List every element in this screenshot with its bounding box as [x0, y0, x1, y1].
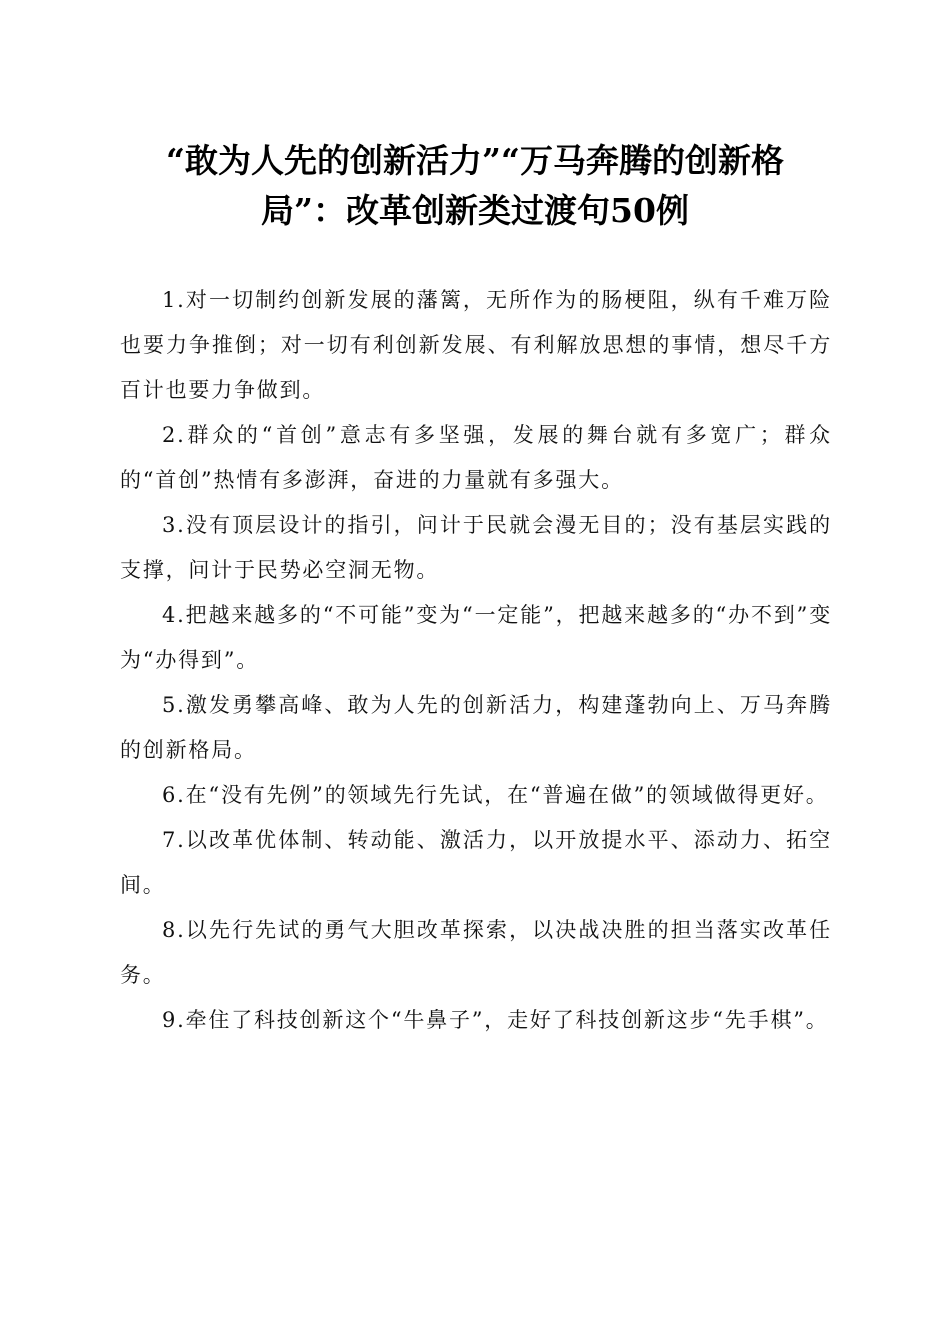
paragraph-5: 5.激发勇攀高峰、敢为人先的创新活力，构建蓬勃向上、万马奔腾的创新格局。 [120, 693, 832, 762]
paragraph-4: 4.把越来越多的“不可能”变为“一定能”，把越来越多的“办不到”变为“办得到”。 [120, 603, 832, 672]
paragraph-9: 9.牵住了科技创新这个“牛鼻子”，走好了科技创新这步“先手棋”。 [162, 1008, 829, 1032]
paragraph-8: 8.以先行先试的勇气大胆改革探索，以决战决胜的担当落实改革任务。 [120, 918, 832, 987]
paragraph-2: 2.群众的“首创”意志有多坚强，发展的舞台就有多宽广；群众的“首创”热情有多澎湃，奋进的力量就有多强大。 [120, 423, 832, 492]
paragraph-list [120, 278, 832, 1043]
title-line-1: “敢为人先的创新活力”“万马奔腾的创新格 [166, 141, 784, 180]
document-title [100, 136, 850, 236]
paragraph-3: 3.没有顶层设计的指引，问计于民就会漫无目的；没有基层实践的支撑，问计于民势必空洞无物。 [120, 513, 832, 582]
paragraph-7: 7.以改革优体制、转动能、激活力，以开放提水平、添动力、拓空间。 [120, 828, 832, 897]
paragraph-6: 6.在“没有先例”的领域先行先试，在“普遍在做”的领域做得更好。 [162, 783, 829, 807]
title-line-2: 局”：改革创新类过渡句50例 [261, 191, 689, 230]
paragraph-1: 1.对一切制约创新发展的藩篱，无所作为的肠梗阻，纵有千难万险也要力争推倒；对一切有利创新发展、有利解放思想的事情，想尽千方百计也要力争做到。 [120, 288, 832, 402]
